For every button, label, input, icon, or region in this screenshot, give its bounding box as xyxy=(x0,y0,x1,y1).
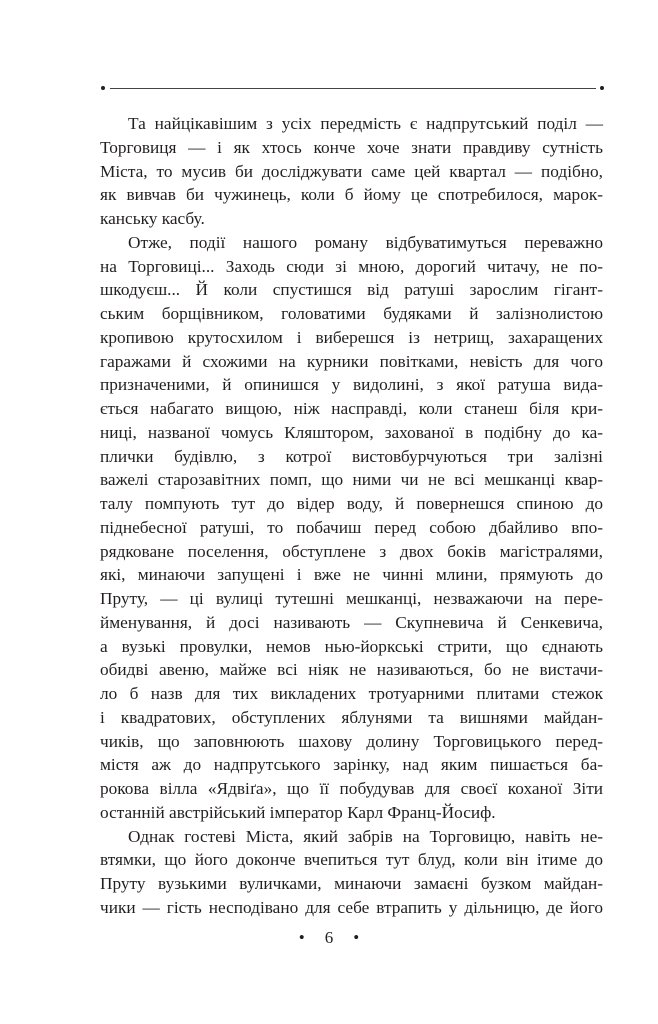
bullet-icon: • xyxy=(353,928,360,947)
text-line: ниці, названої чомусь Кляштором, захованої в подібну до ка- xyxy=(100,422,603,442)
text-line: рокова вілла «Ядвіґа», що її побудував для своєї коханої Зіти xyxy=(100,779,603,798)
text-line: важелі старозавітних помп, що ними чи не всі мешканці квар- xyxy=(100,470,603,490)
text-line: Пруту вузькими вуличками, минаючи замаєні бузком майдан- xyxy=(100,874,603,893)
page-number: 6 xyxy=(324,928,334,947)
rule-dot-right xyxy=(600,86,604,90)
text-line: Пруту, — ці вулиці тутешні мешканці, незважаючи на пере- xyxy=(100,589,603,608)
bullet-icon: • xyxy=(298,928,305,947)
text-line: ється набагато вищою, ніж насправді, коли станеш біля кри- xyxy=(100,399,603,418)
text-line: талу помпують тут до відер воду, й повернешся спиною до xyxy=(100,494,603,513)
text-line: шкодуєш... Й коли спустишся від ратуші зарослим гігант- xyxy=(100,280,603,300)
text-line: ло б назв для тих викладених тротуарними плитами стежок xyxy=(100,684,603,703)
text-line: ським борщівником, головатими будяками й залізнолистою xyxy=(100,304,603,323)
paragraph xyxy=(100,112,603,231)
text-line: чиків, що заповнюють шахову долину Торговицького перед- xyxy=(100,731,603,751)
text-line: Торговиця — і як хтось конче хоче знати правдиву сутність xyxy=(100,137,603,157)
text-line: Та найцікавішим з усіх передмість є надпрутський поділ — xyxy=(128,114,603,133)
header-rule xyxy=(110,88,596,89)
text-line: Міста, то мусив би досліджувати саме цей квартал — подібно, xyxy=(100,161,603,181)
text-line: Однак гостеві Міста, який забрів на Торговицю, навіть не- xyxy=(128,826,603,846)
page-number-footer xyxy=(0,928,658,948)
text-line: чики — гість несподівано для себе втрапить у дільницю, де його xyxy=(100,897,603,917)
body-text xyxy=(100,112,603,920)
text-line: плички будівлю, з котрої вистовбурчуються три залізні xyxy=(100,446,603,466)
text-line: втямки, що його доконче вчепиться тут блуд, коли він ітиме до xyxy=(100,850,603,870)
text-line: призначеними, й опинишся у видолині, з якої ратуша вида- xyxy=(100,375,603,395)
text-line: містя аж до надпрутського зарінку, над яким пишається ба- xyxy=(100,755,603,775)
text-line: як вивчав би чужинець, коли б йому це спотребилося, марок- xyxy=(100,185,603,205)
text-line: а вузькі провулки, немов нью-йоркські стрити, що єднають xyxy=(100,636,603,656)
text-line: гаражами й схожими на курники повітками, невість для чого xyxy=(100,351,603,371)
text-line: обидві авеню, майже всі ніяк не називаються, бо не вистачи- xyxy=(100,660,603,680)
text-line: кропивою крутосхилом і виберешся із нетрищ, захаращених xyxy=(100,327,603,347)
paragraph xyxy=(100,825,603,920)
text-line: рядковане поселення, обступлене з двох боків магістралями, xyxy=(100,541,603,561)
text-line: які, минаючи запущені і вже не чинні млини, прямують до xyxy=(100,565,603,585)
text-line: Отже, події нашого роману відбуватимуться переважно xyxy=(128,232,603,252)
rule-dot-left xyxy=(101,86,105,90)
text-line: останній австрійський імператор Карл Франц-Йосиф. xyxy=(100,802,496,822)
text-line: і квадратових, обступлених яблунями та вишнями майдан- xyxy=(100,707,603,727)
text-line: канську касбу. xyxy=(100,209,205,228)
text-line: піднебесної ратуші, то побачиш перед собою дбайливо впо- xyxy=(100,517,603,537)
text-line: йменування, й досі називають — Скупневича й Сенкевича, xyxy=(100,612,603,632)
paragraph xyxy=(100,231,603,825)
text-line: на Торговиці... Заходь сюди зі мною, дорогий читачу, не по- xyxy=(100,256,603,276)
